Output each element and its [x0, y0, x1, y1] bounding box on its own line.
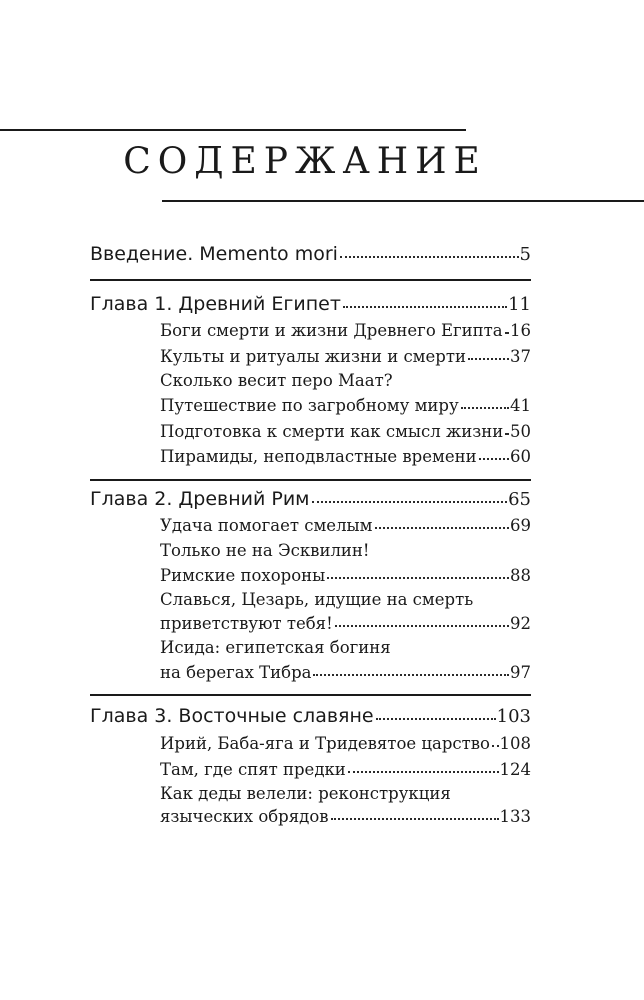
dot-leader — [335, 621, 509, 627]
toc-item[interactable] — [160, 566, 531, 585]
toc-chapter-page: 65 — [508, 489, 531, 510]
toc-chapter-title: Глава 1. Древний Египет — [90, 293, 341, 315]
dot-leader — [340, 252, 519, 258]
toc-item-page: 16 — [510, 321, 531, 340]
toc-item[interactable] — [160, 614, 531, 633]
dot-leader — [505, 328, 509, 334]
toc-item-page: 92 — [510, 614, 531, 633]
toc-item[interactable] — [160, 396, 531, 415]
toc-item-page: 133 — [499, 807, 531, 826]
section-divider — [90, 479, 531, 481]
toc-item-title: на берегах Тибра — [160, 663, 312, 682]
toc-item-title: Ирий, Баба-яга и Тридевятое царство — [160, 734, 490, 753]
dot-leader — [343, 302, 507, 308]
toc-item-title: Римские похороны — [160, 566, 326, 585]
toc-chapter-1[interactable] — [90, 293, 531, 315]
toc-item-title: Боги смерти и жизни Древнего Египта — [160, 321, 503, 340]
toc-item-first-line[interactable]: Славься, Цезарь, идущие на смерть — [160, 590, 474, 609]
toc-chapter-page: 11 — [508, 294, 531, 315]
toc-item-first-line[interactable]: Только не на Эсквилин! — [160, 541, 370, 560]
toc-item-title: Там, где спят предки — [160, 760, 346, 779]
toc-item-title: Удача помогает смелым — [160, 516, 373, 535]
toc-entry-title: Введение. Memento mori — [90, 243, 338, 265]
toc-item-first-line[interactable]: Сколько весит перо Маат? — [160, 371, 393, 390]
section-divider — [90, 279, 531, 281]
toc-chapter-page: 103 — [496, 706, 531, 727]
toc-item[interactable] — [160, 760, 531, 779]
toc-item[interactable] — [160, 734, 531, 753]
toc-item[interactable] — [160, 663, 531, 682]
toc-item[interactable] — [160, 447, 531, 466]
toc-item-page: 41 — [510, 396, 531, 415]
toc-item[interactable] — [160, 807, 531, 826]
dot-leader — [375, 523, 509, 529]
toc-item-title: Подготовка к смерти как смысл жизни — [160, 422, 504, 441]
toc-item-page: 50 — [510, 422, 531, 441]
toc-chapter-title: Глава 3. Восточные славяне — [90, 705, 374, 727]
section-divider — [90, 694, 531, 696]
dot-leader — [327, 573, 509, 579]
toc-entry-intro[interactable] — [90, 243, 531, 265]
toc-chapter-2[interactable] — [90, 488, 531, 510]
dot-leader — [461, 403, 509, 409]
dot-leader — [331, 814, 499, 820]
toc-item-first-line[interactable]: Исида: египетская богиня — [160, 638, 391, 657]
dot-leader — [479, 454, 509, 460]
toc-item-page: 108 — [499, 734, 531, 753]
toc-entry-page: 5 — [519, 244, 531, 265]
toc-item-page: 37 — [510, 347, 531, 366]
dot-leader — [505, 429, 509, 435]
dot-leader — [376, 714, 496, 720]
toc-item[interactable] — [160, 422, 531, 441]
toc-item[interactable] — [160, 321, 531, 340]
toc-item-title: языческих обрядов — [160, 807, 329, 826]
toc-chapter-3[interactable] — [90, 705, 531, 727]
toc-chapter-title: Глава 2. Древний Рим — [90, 488, 310, 510]
dot-leader — [492, 741, 499, 747]
toc-item-page: 69 — [510, 516, 531, 535]
toc-item[interactable] — [160, 516, 531, 535]
page-title: СОДЕРЖАНИЕ — [123, 141, 487, 182]
toc-item-first-line[interactable]: Как деды велели: реконструкция — [160, 784, 451, 803]
dot-leader — [312, 497, 508, 503]
toc-item-title: Культы и ритуалы жизни и смерти — [160, 347, 466, 366]
toc-item-title: Путешествие по загробному миру — [160, 396, 459, 415]
toc-item-page: 88 — [510, 566, 531, 585]
toc-item-page: 97 — [510, 663, 531, 682]
toc-item-title: Пирамиды, неподвластные времени — [160, 447, 477, 466]
dot-leader — [313, 670, 509, 676]
toc-item-page: 60 — [510, 447, 531, 466]
dot-leader — [348, 767, 499, 773]
dot-leader — [468, 354, 509, 360]
toc-item-page: 124 — [499, 760, 531, 779]
toc-item[interactable] — [160, 347, 531, 366]
toc-item-title: приветствуют тебя! — [160, 614, 333, 633]
